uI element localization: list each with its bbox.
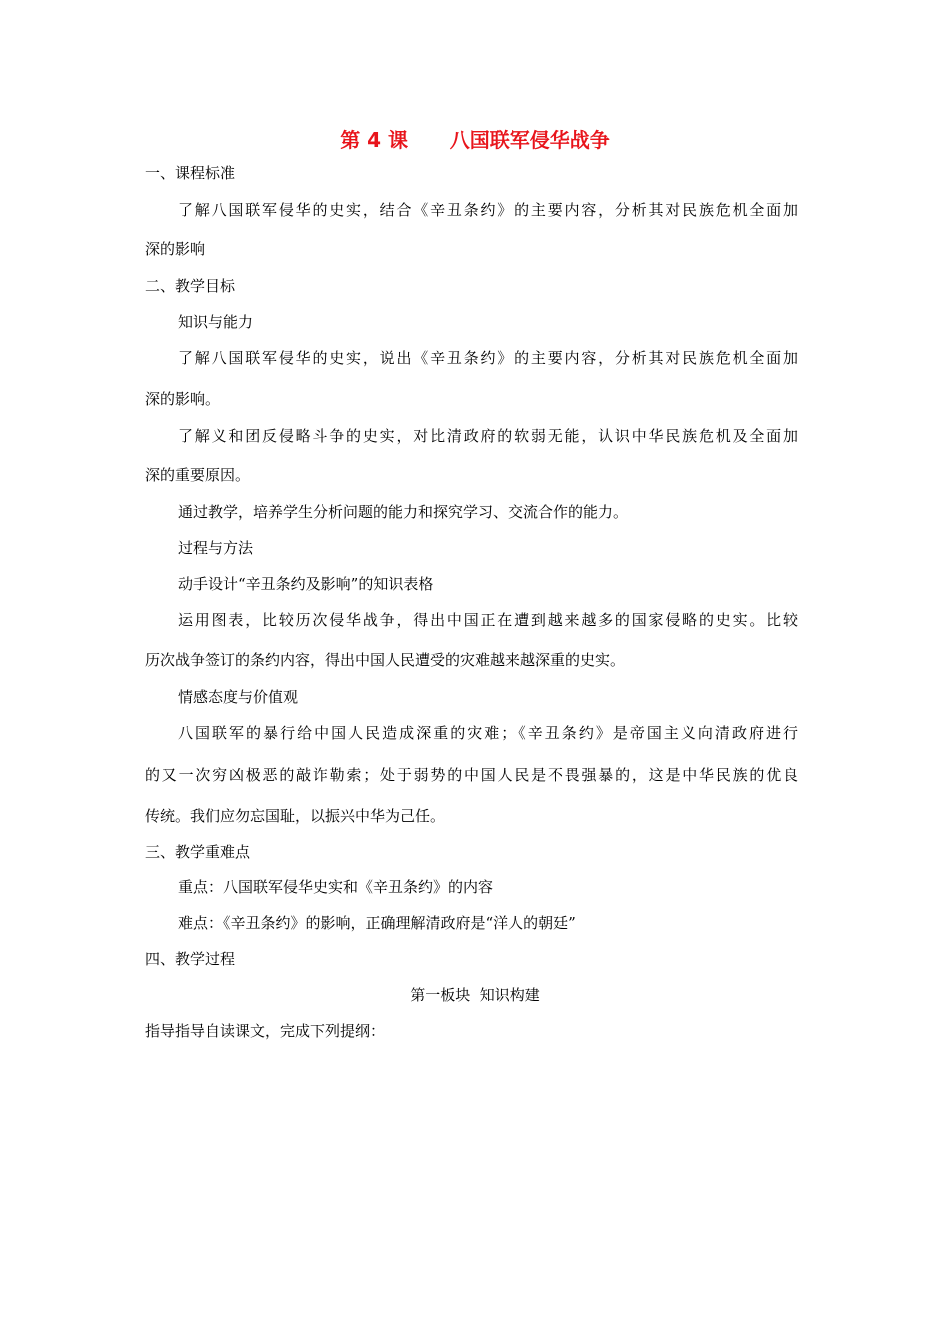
paragraph-line: 运用图表，比较历次侵华战争，得出中国正在遭到越来越多的国家侵略的史实。比较 [178, 611, 798, 629]
paragraph-line: 动手设计“辛丑条约及影响”的知识表格 [178, 575, 434, 593]
paragraph-line: 八国联军的暴行给中国人民造成深重的灾难；《辛丑条约》是帝国主义向清政府进行 [178, 724, 798, 742]
subheading-values: 情感态度与价值观 [178, 688, 299, 706]
paragraph-line: 重点：八国联军侵华史实和《辛丑条约》的内容 [178, 878, 494, 896]
subheading-process: 过程与方法 [178, 539, 254, 557]
section-heading-keypoints: 三、教学重难点 [145, 843, 251, 861]
section-heading-standards: 一、课程标准 [145, 164, 236, 182]
paragraph-line: 了解义和团反侵略斗争的史实，对比清政府的软弱无能，认识中华民族危机及全面加 [178, 427, 798, 445]
paragraph-line: 指导指导自读课文，完成下列提纲： [145, 1022, 386, 1040]
lesson-title: 第 4 课 八国联军侵华战争 [340, 128, 610, 152]
block-title: 第一板块 知识构建 [410, 986, 540, 1004]
paragraph-line: 深的影响。 [145, 390, 221, 408]
paragraph-line: 的又一次穷凶极恶的敲诈勒索；处于弱势的中国人民是不畏强暴的，这是中华民族的优良 [145, 766, 798, 784]
paragraph-line: 深的重要原因。 [145, 466, 251, 484]
paragraph-line: 难点：《辛丑条约》的影响，正确理解清政府是“洋人的朝廷” [178, 914, 576, 932]
paragraph-line: 通过教学，培养学生分析问题的能力和探究学习、交流合作的能力。 [178, 503, 629, 521]
paragraph-line: 传统。我们应勿忘国耻，以振兴中华为己任。 [145, 807, 446, 825]
section-heading-objectives: 二、教学目标 [145, 277, 236, 295]
section-heading-process: 四、教学过程 [145, 950, 236, 968]
paragraph-line: 历次战争签订的条约内容，得出中国人民遭受的灾难越来越深重的史实。 [145, 651, 626, 669]
paragraph-line: 了解八国联军侵华的史实，结合《辛丑条约》的主要内容，分析其对民族危机全面加 [178, 201, 798, 219]
paragraph-line: 了解八国联军侵华的史实，说出《辛丑条约》的主要内容，分析其对民族危机全面加 [178, 349, 798, 367]
paragraph-line: 深的影响 [145, 240, 206, 258]
subheading-knowledge: 知识与能力 [178, 313, 254, 331]
